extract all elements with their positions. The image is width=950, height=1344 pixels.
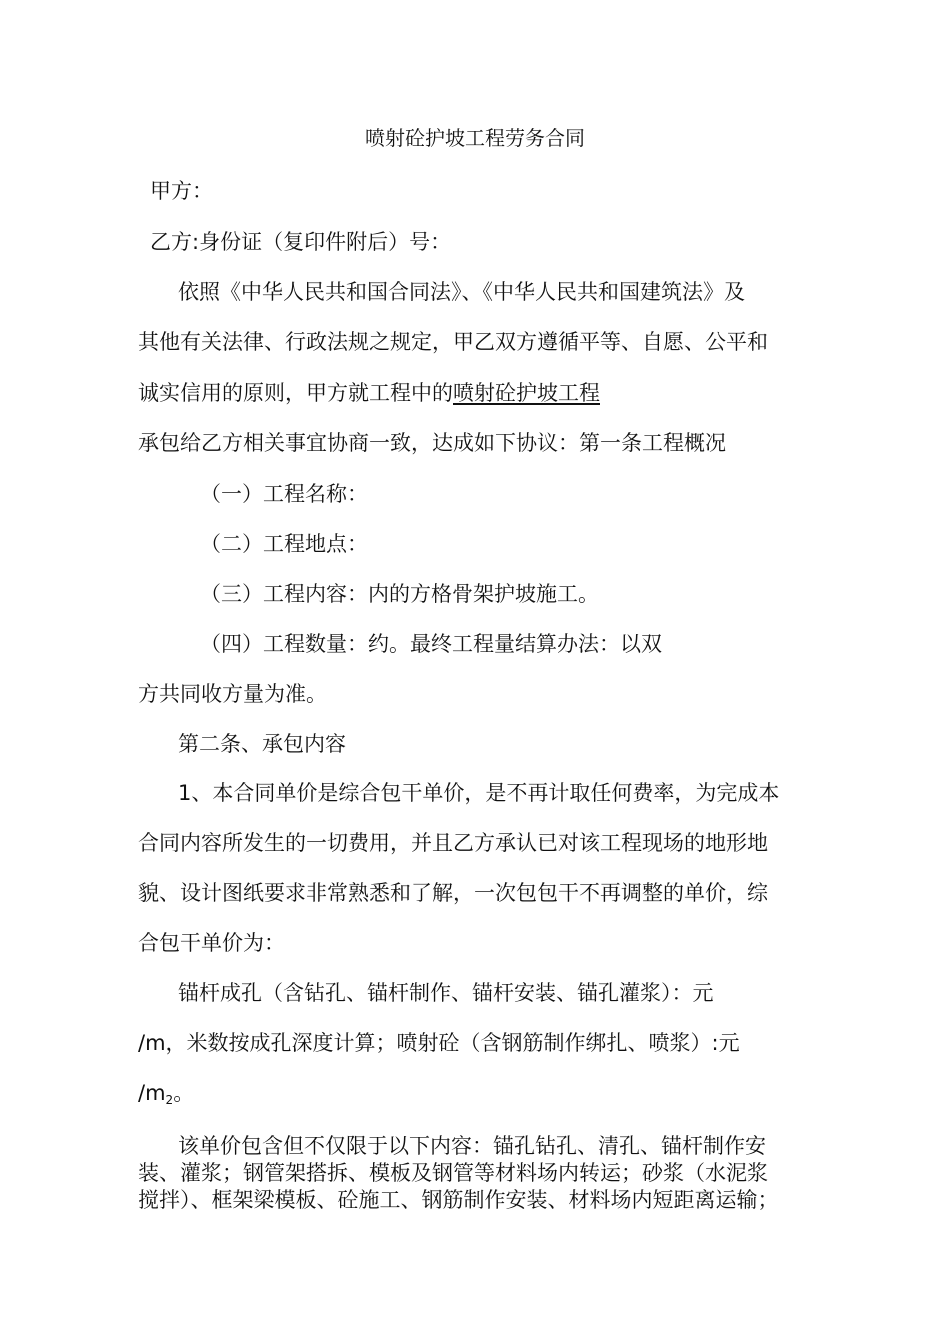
price-line-1: 锚杆成孔（含钻孔、锚杆制作、锚杆安装、锚孔灌浆）：元: [178, 981, 714, 1005]
item-project-location: （二）工程地点：: [200, 532, 368, 556]
includes-line-1: 该单价包含但不仅限于以下内容：锚孔钻孔、清孔、锚杆制作安: [178, 1134, 766, 1158]
party-a-line: 甲方：: [150, 179, 213, 203]
price-unit: /m: [138, 1081, 166, 1105]
article-2-heading: 第二条、承包内容: [178, 732, 346, 756]
preamble-line-1: 依照《中华人民共和国合同法》、《中华人民共和国建筑法》及: [178, 280, 745, 304]
price-line-3: [138, 1079, 194, 1110]
clause-1-line-4: 合包干单价为：: [138, 931, 285, 955]
preamble-line-3-text: 诚实信用的原则，甲方就工程中的: [138, 381, 453, 405]
document-title: 喷射砼护坡工程劳务合同: [365, 126, 585, 150]
preamble-line-3: [138, 379, 600, 407]
project-name-underlined: 喷射砼护坡工程: [453, 381, 600, 405]
party-b-line: 乙方:身份证（复印件附后）号：: [150, 230, 452, 254]
includes-line-2: 装、灌浆；钢管架搭拆、模板及钢管等材料场内转运；砂浆（水泥浆: [138, 1161, 768, 1185]
preamble-line-2: 其他有关法律、行政法规之规定，甲乙双方遵循平等、自愿、公平和: [138, 330, 768, 354]
price-line-3-end: 。: [173, 1081, 195, 1105]
preamble-line-4: 承包给乙方相关事宜协商一致，达成如下协议：第一条工程概况: [138, 431, 726, 455]
includes-line-3: 搅拌）、框架梁模板、砼施工、钢筋制作安装、材料场内短距离运输；: [138, 1188, 779, 1212]
item-project-content: （三）工程内容：内的方格骨架护坡施工。: [200, 582, 599, 606]
clause-1-line-1: 1、本合同单价是综合包干单价，是不再计取任何费率，为完成本: [178, 781, 780, 805]
item-project-name: （一）工程名称：: [200, 482, 368, 506]
item-project-quantity-cont: 方共同收方量为准。: [138, 682, 327, 706]
price-unit-subscript: 2: [165, 1093, 174, 1107]
price-line-2: /m，米数按成孔深度计算；喷射砼（含钢筋制作绑扎、喷浆）:元: [138, 1031, 740, 1055]
clause-1-line-3: 貌、设计图纸要求非常熟悉和了解，一次包包干不再调整的单价，综: [138, 881, 768, 905]
clause-1-line-2: 合同内容所发生的一切费用，并且乙方承认已对该工程现场的地形地: [138, 831, 768, 855]
item-project-quantity: （四）工程数量：约。最终工程量结算办法：以双: [200, 632, 662, 656]
